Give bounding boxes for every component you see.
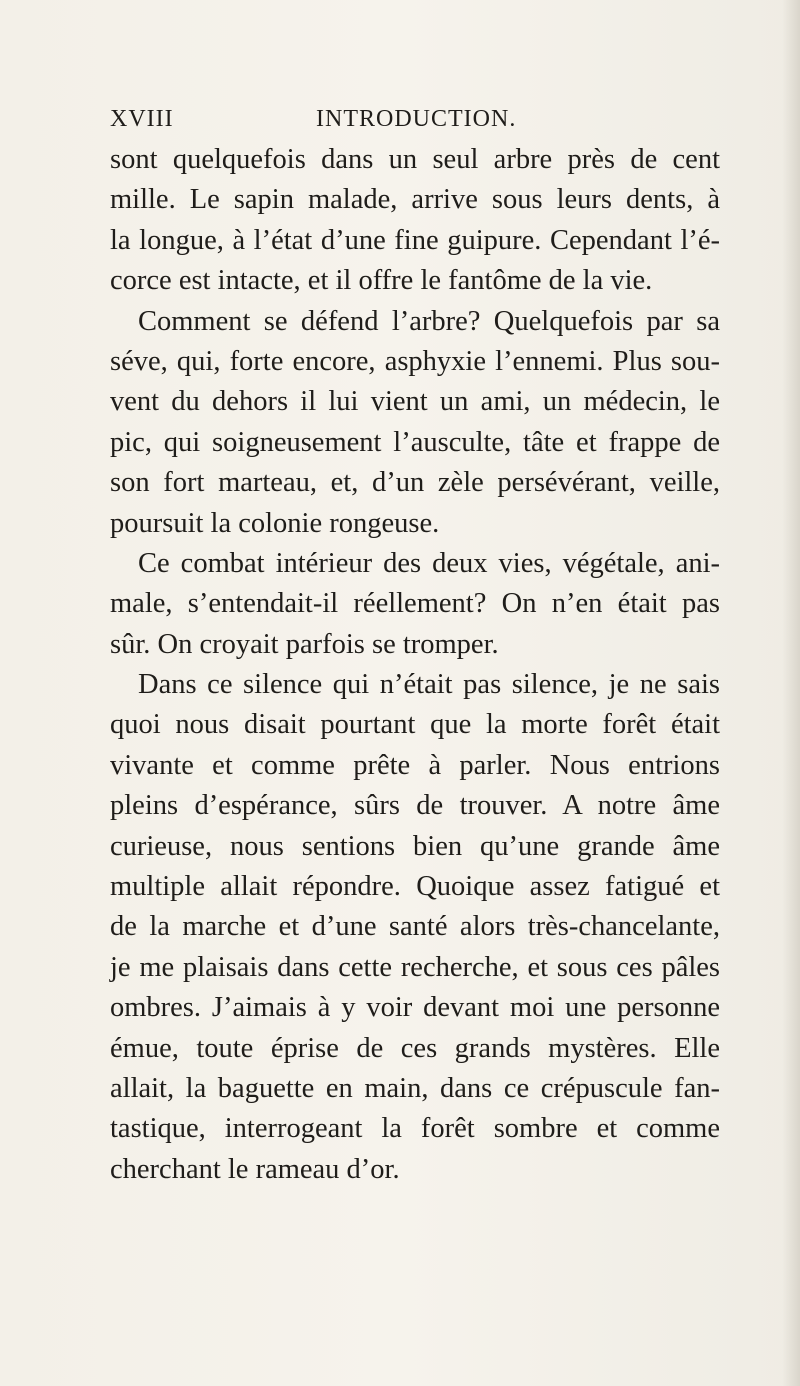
- text-line: poursuit la colonie rongeuse.: [110, 507, 440, 539]
- text-line: cherchant le rameau d’or.: [110, 1153, 400, 1185]
- page-header: [110, 106, 710, 136]
- text-line: ombres. J’aimais à y voir devant moi une personne: [110, 992, 720, 1024]
- text-line: pleins d’espérance, sûrs de trouver. A notre âme: [110, 790, 720, 822]
- text-line: de la marche et d’une santé alors très-chancelante,: [110, 911, 720, 943]
- text-line: quoi nous disait pourtant que la morte forêt était: [110, 709, 720, 741]
- text-line: séve, qui, forte encore, asphyxie l’ennemi. Plus sou-: [110, 345, 720, 377]
- text-line: pic, qui soigneusement l’ausculte, tâte et frappe de: [110, 426, 720, 458]
- text-line: multiple allait répondre. Quoique assez fatigué et: [110, 871, 720, 903]
- text-line: je me plaisais dans cette recherche, et sous ces pâles: [110, 951, 720, 983]
- text-line: émue, toute éprise de ces grands mystères. Elle: [110, 1032, 720, 1064]
- text-line: la longue, à l’état d’une fine guipure. Cependant l’é-: [110, 224, 720, 256]
- text-line: sont quelquefois dans un seul arbre près de cent: [110, 144, 720, 175]
- text-line: sûr. On croyait parfois se tromper.: [110, 628, 499, 660]
- body-text: [110, 140, 720, 1190]
- text-line: Ce combat intérieur des deux vies, végétale, ani-: [138, 547, 720, 579]
- page-number: XVIII: [110, 106, 174, 132]
- text-line: vivante et comme prête à parler. Nous entrions: [110, 749, 720, 781]
- text-line: mille. Le sapin malade, arrive sous leurs dents, à: [110, 184, 720, 216]
- text-line: tastique, interrogeant la forêt sombre et comme: [110, 1113, 720, 1145]
- text-line: son fort marteau, et, d’un zèle persévérant, veille,: [110, 467, 720, 499]
- text-line: curieuse, nous sentions bien qu’une grande âme: [110, 830, 720, 862]
- running-title: INTRODUCTION.: [316, 106, 517, 132]
- text-line: vent du dehors il lui vient un ami, un médecin, le: [110, 386, 720, 418]
- text-line: Comment se défend l’arbre? Quelquefois par sa: [138, 305, 720, 337]
- text-line: allait, la baguette en main, dans ce crépuscule fan-: [110, 1072, 720, 1104]
- text-line: corce est intacte, et il offre le fantôme de la vie.: [110, 265, 653, 297]
- page-edge-shadow: [782, 0, 800, 1386]
- text-line: Dans ce silence qui n’était pas silence, je ne sais: [138, 669, 720, 701]
- text-line: male, s’entendait-il réellement? On n’en était pas: [110, 588, 720, 620]
